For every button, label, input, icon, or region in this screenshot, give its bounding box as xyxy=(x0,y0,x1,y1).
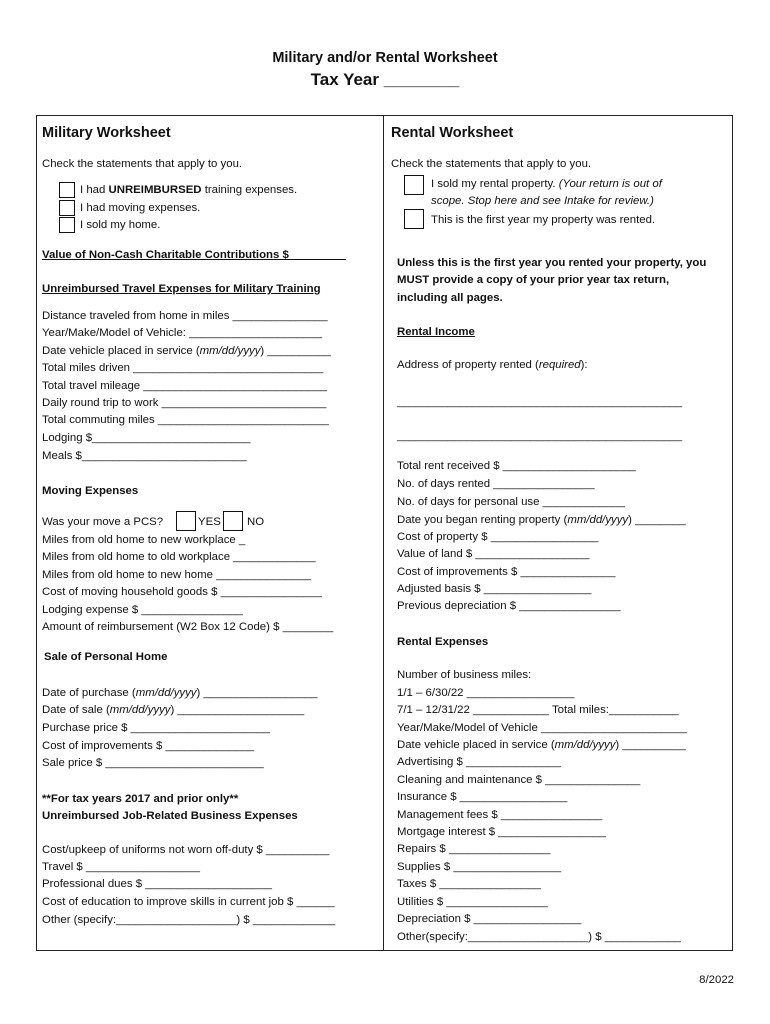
professional-dues-field[interactable]: Professional dues $ ____________________ xyxy=(42,878,272,890)
pcs-yes-label: YES xyxy=(198,516,221,528)
moving-expenses-heading: Moving Expenses xyxy=(42,485,139,497)
miles-new-workplace-field[interactable]: Miles from old home to new workplace _ xyxy=(42,534,246,546)
rental-income-heading: Rental Income xyxy=(397,326,475,338)
rental-other-field[interactable]: Other(specify:___________________) $ ____________ xyxy=(397,931,681,943)
unreimbursed-training-checkbox[interactable] xyxy=(59,182,75,198)
rental-vehicle-field[interactable]: Year/Make/Model of Vehicle _______________________ xyxy=(397,722,687,734)
cost-property-field[interactable]: Cost of property $ _________________ xyxy=(397,531,599,543)
rental-expenses-heading: Rental Expenses xyxy=(397,636,489,648)
meals-field[interactable]: Meals $__________________________ xyxy=(42,450,247,462)
utilities-field[interactable]: Utilities $ ________________ xyxy=(397,896,548,908)
rental-vehicle-date-field[interactable]: Date vehicle placed in service (mm/dd/yyyy) __________ xyxy=(397,739,686,751)
first-year-rented-label: This is the first year my property was rented. xyxy=(431,214,656,226)
period-1-miles-field[interactable]: 1/1 – 6/30/22 _________________ xyxy=(397,687,575,699)
job-travel-field[interactable]: Travel $ __________________ xyxy=(42,861,200,873)
round-trip-field[interactable]: Daily round trip to work __________________________ xyxy=(42,397,327,409)
first-year-rented-checkbox[interactable] xyxy=(404,209,424,229)
advertising-field[interactable]: Advertising $ _______________ xyxy=(397,756,562,768)
address-line-1[interactable]: _____________________________________________ xyxy=(397,396,683,408)
moving-expenses-checkbox[interactable] xyxy=(59,200,75,216)
rental-improvements-field[interactable]: Cost of improvements $ _______________ xyxy=(397,566,616,578)
sold-rental-checkbox[interactable] xyxy=(404,175,424,195)
taxes-field[interactable]: Taxes $ ________________ xyxy=(397,878,541,890)
miles-old-workplace-field[interactable]: Miles from old home to old workplace _____________ xyxy=(42,551,316,563)
column-divider xyxy=(383,115,384,951)
repairs-field[interactable]: Repairs $ ________________ xyxy=(397,843,551,855)
rental-check-intro: Check the statements that apply to you. xyxy=(391,158,592,170)
household-goods-field[interactable]: Cost of moving household goods $ ________________ xyxy=(42,586,322,598)
business-miles-label: Number of business miles: xyxy=(397,669,532,681)
tax-year-field[interactable]: Tax Year ________ xyxy=(310,70,460,89)
management-fees-field[interactable]: Management fees $ ________________ xyxy=(397,809,603,821)
sold-rental-label: I sold my rental property. (Your return is out of xyxy=(431,178,662,190)
distance-traveled-field[interactable]: Distance traveled from home in miles _______________ xyxy=(42,310,328,322)
adjusted-basis-field[interactable]: Adjusted basis $ _________________ xyxy=(397,583,592,595)
travel-mileage-field[interactable]: Total travel mileage _____________________________ xyxy=(42,380,328,392)
military-check-intro: Check the statements that apply to you. xyxy=(42,158,243,170)
period-2-miles-field[interactable]: 7/1 – 12/31/22 ____________ Total miles:___________ xyxy=(397,704,679,716)
lodging-expense-field[interactable]: Lodging expense $ ________________ xyxy=(42,604,243,616)
worksheet-title: Military and/or Rental Worksheet xyxy=(272,50,498,66)
address-label: Address of property rented (required): xyxy=(397,359,588,371)
unreimbursed-training-label: I had UNREIMBURSED training expenses. xyxy=(80,184,298,196)
value-land-field[interactable]: Value of land $ __________________ xyxy=(397,548,590,560)
education-cost-field[interactable]: Cost of education to improve skills in current job $ ______ xyxy=(42,896,335,908)
insurance-field[interactable]: Insurance $ _________________ xyxy=(397,791,568,803)
military-heading: Military Worksheet xyxy=(42,125,171,141)
days-personal-field[interactable]: No. of days for personal use _____________ xyxy=(397,496,625,508)
vehicle-date-field[interactable]: Date vehicle placed in service (mm/dd/yyyy) __________ xyxy=(42,345,331,357)
began-renting-field[interactable]: Date you began renting property (mm/dd/yyyy) ________ xyxy=(397,514,686,526)
pcs-no-checkbox[interactable] xyxy=(223,511,243,531)
sale-price-field[interactable]: Sale price $ _________________________ xyxy=(42,757,264,769)
prior-return-notice-1: Unless this is the first year you rented your property, you xyxy=(397,257,707,269)
total-rent-field[interactable]: Total rent received $ _____________________ xyxy=(397,460,636,472)
job-other-field[interactable]: Other (specify:___________________) $ _____________ xyxy=(42,914,336,926)
sale-date-field[interactable]: Date of sale (mm/dd/yyyy) ____________________ xyxy=(42,704,305,716)
prior-return-notice-3: including all pages. xyxy=(397,292,503,304)
home-improvements-field[interactable]: Cost of improvements $ ______________ xyxy=(42,740,255,752)
supplies-field[interactable]: Supplies $ _________________ xyxy=(397,861,562,873)
prior-return-notice-2: MUST provide a copy of your prior year tax return, xyxy=(397,274,670,286)
commuting-miles-field[interactable]: Total commuting miles ___________________________ xyxy=(42,414,329,426)
address-line-2[interactable]: _____________________________________________ xyxy=(397,430,683,442)
uniforms-field[interactable]: Cost/upkeep of uniforms not worn off-duty $ __________ xyxy=(42,844,330,856)
pcs-yes-checkbox[interactable] xyxy=(176,511,196,531)
moving-expenses-label: I had moving expenses. xyxy=(80,202,201,214)
depreciation-field[interactable]: Depreciation $ _________________ xyxy=(397,913,582,925)
total-miles-field[interactable]: Total miles driven ______________________________ xyxy=(42,362,324,374)
job-expenses-heading: Unreimbursed Job-Related Business Expenses xyxy=(42,810,298,822)
revision-date: 8/2022 xyxy=(699,974,734,986)
cleaning-field[interactable]: Cleaning and maintenance $ _______________ xyxy=(397,774,641,786)
travel-expenses-heading: Unreimbursed Travel Expenses for Military Training xyxy=(42,283,321,295)
reimbursement-field[interactable]: Amount of reimbursement (W2 Box 12 Code) $ ________ xyxy=(42,621,334,633)
pcs-no-label: NO xyxy=(247,516,265,528)
purchase-date-field[interactable]: Date of purchase (mm/dd/yyyy) __________________ xyxy=(42,687,318,699)
mortgage-interest-field[interactable]: Mortgage interest $ _________________ xyxy=(397,826,606,838)
vehicle-model-field[interactable]: Year/Make/Model of Vehicle: _____________________ xyxy=(42,327,323,339)
miles-new-home-field[interactable]: Miles from old home to new home _______________ xyxy=(42,569,312,581)
worksheet-frame xyxy=(36,115,733,951)
pcs-question: Was your move a PCS? xyxy=(42,516,164,528)
noncash-contributions-field[interactable]: Value of Non-Cash Charitable Contributions $_________ xyxy=(42,249,346,261)
lodging-field[interactable]: Lodging $_________________________ xyxy=(42,432,251,444)
sold-home-label: I sold my home. xyxy=(80,219,161,231)
days-rented-field[interactable]: No. of days rented ________________ xyxy=(397,478,595,490)
purchase-price-field[interactable]: Purchase price $ ______________________ xyxy=(42,722,271,734)
sale-home-heading: Sale of Personal Home xyxy=(44,651,168,663)
previous-depreciation-field[interactable]: Previous depreciation $ ________________ xyxy=(397,600,621,612)
out-of-scope-note: scope. Stop here and see Intake for review.) xyxy=(431,195,654,207)
tax-years-note: **For tax years 2017 and prior only** xyxy=(42,793,239,805)
sold-home-checkbox[interactable] xyxy=(59,217,75,233)
rental-heading: Rental Worksheet xyxy=(391,125,514,141)
